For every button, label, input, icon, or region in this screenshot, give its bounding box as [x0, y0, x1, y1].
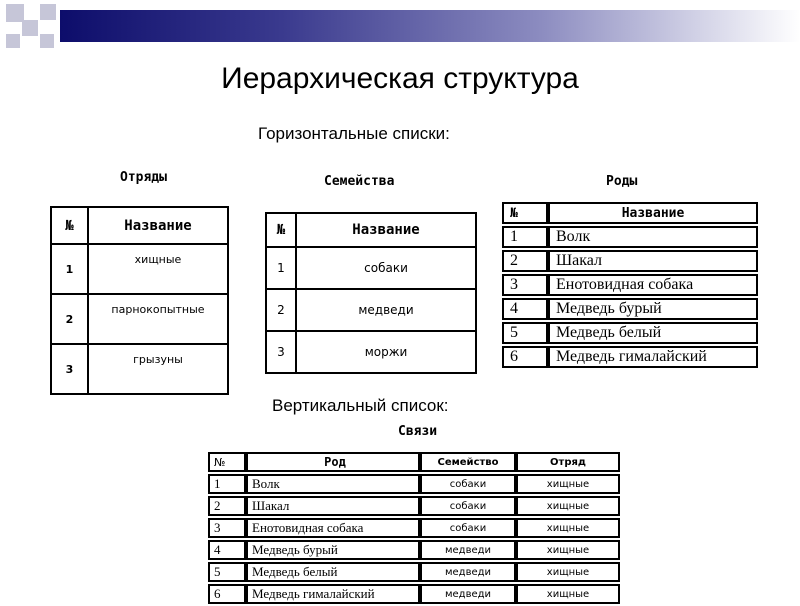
header-genus: Род: [246, 452, 420, 472]
header-number: №: [266, 213, 296, 247]
table-row: [208, 474, 620, 494]
row-genus: Шакал: [246, 496, 420, 516]
row-name: грызуны: [88, 344, 228, 394]
table-row: [266, 331, 476, 373]
row-number: 4: [208, 540, 246, 560]
row-genus: Енотовидная собака: [246, 518, 420, 538]
header-family: Семейство: [420, 452, 516, 472]
header-name: Название: [296, 213, 476, 247]
table-row: [502, 346, 758, 368]
table-row: [51, 344, 228, 394]
table-row: [208, 518, 620, 538]
row-family: собаки: [420, 496, 516, 516]
header-number: №: [51, 207, 88, 244]
row-order: хищные: [516, 540, 620, 560]
row-genus: Медведь белый: [246, 562, 420, 582]
row-number: 1: [208, 474, 246, 494]
orders-caption: Отряды: [120, 170, 167, 185]
row-name: собаки: [296, 247, 476, 289]
row-number: 1: [502, 226, 548, 248]
table-row: [208, 562, 620, 582]
row-number: 3: [266, 331, 296, 373]
row-name: медведи: [296, 289, 476, 331]
table-row: [502, 298, 758, 320]
row-order: хищные: [516, 562, 620, 582]
families-caption: Семейства: [324, 174, 395, 189]
table-row: [208, 540, 620, 560]
decor-square: [40, 34, 54, 48]
links-table: [208, 450, 620, 606]
decor-square: [22, 20, 38, 36]
decor-square: [40, 4, 56, 20]
row-order: хищные: [516, 474, 620, 494]
table-row: [208, 496, 620, 516]
row-number: 3: [208, 518, 246, 538]
table-row: [51, 244, 228, 294]
row-number: 2: [208, 496, 246, 516]
decor-square: [6, 34, 20, 48]
row-name: Медведь гималайский: [548, 346, 758, 368]
row-name: парнокопытные: [88, 294, 228, 344]
row-family: медведи: [420, 584, 516, 604]
row-name: Медведь бурый: [548, 298, 758, 320]
table-row: [502, 250, 758, 272]
header-number: №: [502, 202, 548, 224]
row-family: собаки: [420, 474, 516, 494]
page-title: Иерархическая структура: [221, 62, 579, 95]
header-name: Название: [548, 202, 758, 224]
families-table: [265, 212, 477, 374]
row-genus: Волк: [246, 474, 420, 494]
row-number: 5: [208, 562, 246, 582]
genera-caption: Роды: [606, 174, 638, 189]
table-header-row: [51, 207, 228, 244]
links-caption: Связи: [398, 424, 438, 439]
table-header-row: [208, 452, 620, 472]
row-name: Шакал: [548, 250, 758, 272]
table-row: [51, 294, 228, 344]
header-order: Отряд: [516, 452, 620, 472]
row-number: 4: [502, 298, 548, 320]
vertical-list-label: Вертикальный список:: [272, 396, 449, 415]
row-name: моржи: [296, 331, 476, 373]
row-order: хищные: [516, 584, 620, 604]
row-genus: Медведь гималайский: [246, 584, 420, 604]
table-row: [266, 289, 476, 331]
table-row: [502, 274, 758, 296]
table-row: [502, 226, 758, 248]
row-number: 1: [51, 244, 88, 294]
genera-table: [502, 200, 758, 370]
table-row: [266, 247, 476, 289]
table-row: [502, 322, 758, 344]
row-number: 2: [266, 289, 296, 331]
row-number: 6: [208, 584, 246, 604]
row-number: 6: [502, 346, 548, 368]
row-genus: Медведь бурый: [246, 540, 420, 560]
row-number: 1: [266, 247, 296, 289]
orders-table: [50, 206, 229, 395]
row-number: 2: [51, 294, 88, 344]
row-order: хищные: [516, 496, 620, 516]
header-number: №: [208, 452, 246, 472]
table-row: [208, 584, 620, 604]
horizontal-lists-label: Горизонтальные списки:: [258, 124, 450, 143]
row-family: собаки: [420, 518, 516, 538]
row-name: Волк: [548, 226, 758, 248]
header-gradient-bar: [60, 10, 800, 42]
row-order: хищные: [516, 518, 620, 538]
row-number: 5: [502, 322, 548, 344]
table-header-row: [266, 213, 476, 247]
header-name: Название: [88, 207, 228, 244]
row-number: 3: [502, 274, 548, 296]
row-name: Енотовидная собака: [548, 274, 758, 296]
row-name: хищные: [88, 244, 228, 294]
row-name: Медведь белый: [548, 322, 758, 344]
row-family: медведи: [420, 540, 516, 560]
row-family: медведи: [420, 562, 516, 582]
row-number: 3: [51, 344, 88, 394]
table-header-row: [502, 202, 758, 224]
row-number: 2: [502, 250, 548, 272]
